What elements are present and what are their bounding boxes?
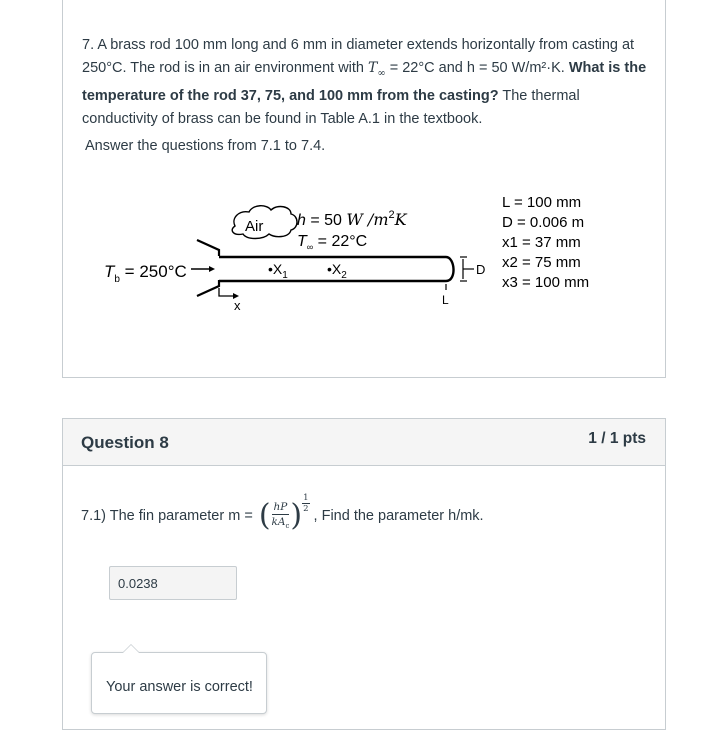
tb-arrowhead xyxy=(209,266,215,272)
correct-answer-feedback xyxy=(91,652,267,714)
question-8-card xyxy=(62,418,666,730)
air-cloud-icon xyxy=(232,206,297,239)
points-label: 1 / 1 pts xyxy=(588,430,646,447)
fin-diagram xyxy=(63,0,667,378)
fin-parameter-formula: ( $\frac{hP}{kA_c}$ ) 1 2 xyxy=(258,493,309,533)
t-infinity-symbol: $T_\infty$ xyxy=(368,60,386,79)
x-axis-label: x xyxy=(234,298,241,313)
question-8-prompt xyxy=(81,493,484,533)
x1-label: $•X_1$ xyxy=(268,261,288,281)
param-x3: x3 = 100 mm xyxy=(502,274,590,291)
x2-label: $•X_2$ xyxy=(327,261,347,281)
casting-wall-bottom xyxy=(197,280,219,296)
param-x2: x2 = 75 mm xyxy=(502,254,581,271)
t-infinity-label: $T_\infty = 22^\circ C$ xyxy=(297,233,368,252)
param-diameter: D = 0.006 m xyxy=(502,214,585,231)
question-7-bold-question: What is the temperature of the rod 37, 75, and 100 mm from the casting? xyxy=(82,60,647,104)
length-marker: L xyxy=(442,293,449,307)
tb-label: $T_b = 250^\circ C$ xyxy=(104,262,187,285)
x-axis-arrow xyxy=(219,288,235,296)
answer-intro-text: Answer the questions from 7.1 to 7.4. xyxy=(85,138,326,154)
question-7-text: 7. A brass rod 100 mm long and 6 mm in diameter extends horizontally from casting at 250°C. The rod is in an air environment with $T_\infty = 22^\circ C$ and h = 50 W/m²·K. What is the temperature of the rod 37, 75, and 100 mm from the casting? The thermal conductivity of brass can be found in Table A.1 in the textbook. xyxy=(82,37,647,127)
question-title: Question 8 xyxy=(81,433,169,452)
param-length: L = 100 mm xyxy=(502,194,582,211)
question-8-header xyxy=(63,419,665,466)
prompt-suffix: , Find the parameter h/mk. xyxy=(313,508,484,524)
feedback-text: Your answer is correct! xyxy=(106,679,253,695)
air-label: Air xyxy=(245,218,264,235)
prompt-prefix: 7.1) The fin parameter m = xyxy=(81,508,253,524)
param-x1: x1 = 37 mm xyxy=(502,234,581,251)
parameter-list xyxy=(502,194,589,291)
h-label: h = 50 W $/m^2K$ xyxy=(297,209,407,229)
casting-wall-top xyxy=(197,240,219,256)
feedback-pointer xyxy=(122,644,140,653)
answer-input[interactable]: 0.0238 xyxy=(109,566,237,600)
diameter-marker: D xyxy=(476,262,486,277)
question-7-card xyxy=(62,0,666,378)
